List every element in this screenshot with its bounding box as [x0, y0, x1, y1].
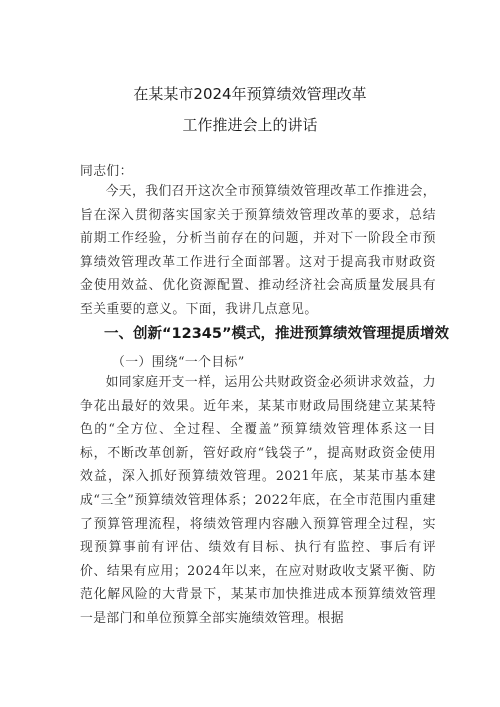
document-title-line-1: 在某某市2024年预算绩效管理改革 [133, 85, 367, 103]
salutation: 同志们： [80, 164, 133, 179]
document-title-line-2: 工作推进会上的讲话 [182, 116, 318, 134]
paragraph-section-1: 如同家庭开支一样，运用公共财政资金必须讲求效益，力争花出最好的效果。近年来，某某市财政局围绕建立某某特色的“全方位、全过程、全覆盖”预算绩效管理体系这一目标，不断改革创新，管好政府“钱袋子”，提高财政资金使用效益，深入抓好预算绩效管理。2021年底，某某市基本建成“三全”预算绩效管理体系；2022年底，在全市范围内重建了预算管理流程，将绩效管理内容融入预算管理全过程，实现预算事前有评估、绩效有目标、执行有监控、事后有评价、结果有应用；2024年以来，在应对财政收支紧平衡、防范化解风险的大背景下，某某市加快推进成本预算绩效管理一是部门和单位预算全部实施绩效管理。根据 [80, 375, 436, 626]
subsection-heading-1: （一）围绕“一个目标” [112, 355, 245, 370]
section-heading-1: 一、创新“12345”模式，推进预算绩效管理提质增效 [104, 326, 450, 342]
paragraph-intro: 今天，我们召开这次全市预算绩效管理改革工作推进会，旨在深入贯彻落实国家关于预算绩效管理改革的要求，总结前期工作经验，分析当前存在的问题，并对下一阶段全市预算绩效管理改革工作进行全面部署。这对于提高我市财政资金使用效益、优化资源配置、推动经济社会高质量发展具有至关重要的意义。下面，我讲几点意见。 [80, 184, 436, 317]
